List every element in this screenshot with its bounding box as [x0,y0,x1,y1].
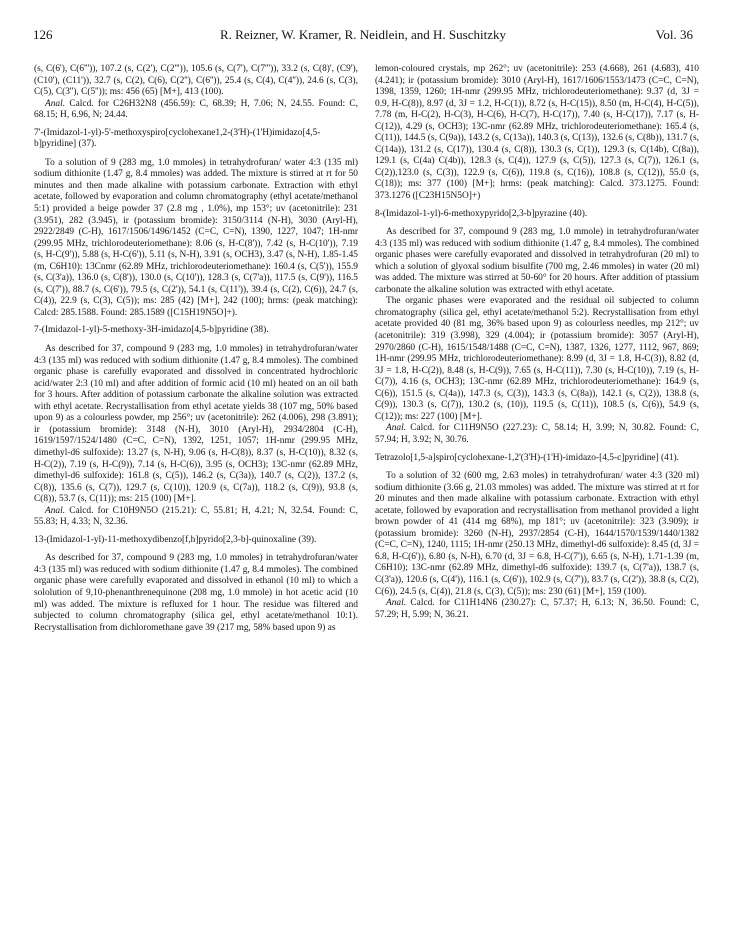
compound-38-analysis [34,506,358,529]
running-header [33,27,693,45]
compound-40-procedure: As described for 37, compound 9 (283 mg, 1.0 mmole) in tetrahydrofuran/water 4:3 (135 ml) was reduced with sodium dithionite (1.47 g, 8.4 mmoles). The combined organic phases were carefully evaporated and dissolved in tetrahydrofuran (20 ml) to which a solution of glyoxal sodium bisulfite (700 mg, 2.46 mmoles) in water (20 ml) was added. The mixture was stirred at 50-60° for 20 hours. After addition of ptassium carbonate the alkaline solution was extracted with ethyl acetate. [375,227,699,295]
analysis-text: Calcd. for C11H14N6 (230.27): C, 57.37; H, 6.13; N, 36.50. Found: C, 57.29; H, 5.99; N, 36.21. [375,598,700,620]
compound-38-title: 7-(Imidazol-1-yl)-5-methoxy-3H-imidazo[4,5-b]pyridine (38). [34,325,269,336]
analysis-label: Anal. [386,423,407,434]
analysis-label: Anal. [386,598,407,609]
analysis-text: Calcd. for C11H9N5O (227.23): C, 58.14; H, 3.99; N, 30.82. Found: C, 57.94; H, 3.92; N, 30.76. [375,423,699,445]
running-authors: R. Reizner, W. Kramer, R. Neidlein, and H. Suschitzky [220,27,506,42]
right-column [375,64,699,621]
continued-data-paragraph: (s, C(6'), C(6''')), 107.2 (s, C(2'), C(2''')), 105.6 (s, C(7'), C(7''')), 33.2 (s, C(8)', (C9'), (C10'), (C11')), 32.7 (s, C(2), C(6), C(2''), C(6'')), 25.4 (s, C(4), C(4'')), 24.6 (s, C(3), C(5), C(3''), C(5'')); ms: 456 (65) [M+], 413 (100). [34,64,358,98]
analysis-text: Calcd. for C10H9N5O (215.21): C, 55.81; H, 4.21; N, 32.54. Found: C, 55.83; H, 4.33; N, 32.36. [34,505,359,528]
compound-40-title: 8-(Imidazol-1-yl)-6-methoxypyrido[2,3-b]pyrazine (40). [375,208,588,219]
analysis-paragraph [34,99,358,122]
left-column [34,64,358,634]
compound-38-procedure: As described for 37, compound 9 (283 mg, 1.0 mmoles) in tetrahydrofuran/water 4:3 (135 ml) was reduced with sodium dithionite (1.47 g, 8.4 mmoles). The combined organic phase is carefully evaporated and dissolved in concentrated hydrochloric acid/water 2:3 (10 ml) and after addition of formic acid (10 ml) heated on an oil bath for 3 hours. After addition of potassium carbonate the alkaline solution was extracted with ethyl acetate. Recrystallisation from ethyl acetate yields 38 (107 mg, 50% based upon 9) as a colourless powder, mp 256°; uv (acetonitrile): 262 (4.006), 298 (3.891); ir (potassium bromide): 3148 (N-H), 3010 (Aryl-H), 2934/2804 (C-H), 1619/1597/1524/1480 (C=C, C=N), 1392, 1251, 1057; 1H-nmr (299.95 MHz, dimethyl-d6 sulfoxide): 13.27 (s, N-H), 9.06 (s, H-C(8)), 8.37 (s, H-C(10)), 8.32 (s, H-C(2)), 7.19 (s, H-C(9)), 7.14 (s, H-C(6)), 3.95 (s, OCH3); 13C-nmr (62.89 MHz, dimethyl-d6 sulfoxide): 161.8 (s, C(5)), 146.2 (s, C(3a)), 140.7 (s, C(2)), 137.2 (s, C(8)), 135.6 (s, C(7)), 129.7 (s, C(10)), 120.9 (s, C(7a)), 118.2 (s, C(9)), 93.8 (s, C(8)), 53.7 (s, C(11)); ms: 215 (100) [M+]. [34,344,358,505]
compound-40-workup: The organic phases were evaporated and the residual oil subjected to column chromatography (silica gel, ethyl acetate/methanol 5:2). Recrystallisation from ethyl acetate provided 40 (81 mg, 36% based upon 9) as colourless needles, mp 212°; uv (acetonitrile): 319 (3.998), 329 (4.004); ir (potassium bromide): 3057 (Aryl-H), 2970/2860 (C-H), 1615/1548/1488 (C=C, C=N), 1387, 1326, 1277, 1112, 967, 869; 1H-nmr (299.95 MHz, trichlorodeuteriomethane): 8.99 (d, 3J = 1.8, H-C(3)), 8.82 (d, 3J = 1.8, H-C(2)), 8.48 (s, H-C(9)), 7.65 (s, H-C(11)), 7.30 (s, H-C(10)), 7.19 (s, H-C(7)), 4.16 (s, OCH3); 13C-nmr (62.89 MHz, trichlorodeuteriomethane): 164.9 (s, C(6)), 151.5 (s, C(4a)), 147.3 (s, C(3)), 143.3 (s, C(8a)), 142.1 (s, C(2)), 138.8 (s, C(9)), 130.3 (s, C(7)), 130.2 (s, (10)), 119.5 (s, C(11)), 108.5 (s, C(6)), 54.9 (s, C(12)); ms: 227 (100) [M+]. [375,296,699,422]
compound-39-procedure-continued: lemon-coloured crystals, mp 262°; uv (acetonitrile): 253 (4.668), 261 (4.683), 410 (4.241); ir (potassium bromide): 3010 (Aryl-H), 1617/1606/1553/1473 (C=C, C=N), 1398, 1359, 1260; 1H-nmr (299.95 MHz, trichlorodeuteriomethane): 9.37 (d, 3J = 0.9, H-C(8)), 8.97 (d, 3J = 1.2, H-C(1)), 8.72 (s, H-C(15)), 8.50 (m, H-C(4), H-C(5)), 7.78 (m, H-C(2), H-C(3), H-C(6), H-C(7), H-C(17)), 7.40 (s, H-C(17)), 7.17 (s, H-C(12)), 4.29 (s, OCH3); 13C-nmr (62.89 MHz, trichlorodeuteriomethane): 165.4 (s, C(11)), 144.5 (s, C(9a)), 143.2 (s, C(13a)), 140.3 (s, C(13)), 132.6 (s, C(8b)), 131.7 (s, C(14a)), 131.2 (s, C(17)), 130.4 (s, C(8)), 130.3 (s, C(1)), 129.3 (s, C(14b), C(8a)), 129.1 (s, C(4a) C(4b)), 128.3 (s, C(4)), 127.9 (s, C(5)), 127.3 (s, C(7)), 126.1 (s, C(2)),123.0 (s, C(3)), 122.9 (s, C(6)), 119.8 (s, C(16)), 108.8 (s, C(12)), 55.0 (s, C(18)); ms: 377 (100) [M+]; hrms: (peak matching): Calcd. 373.1275. Found: 373.1276 ([C23H15N5O]+) [375,64,699,202]
compound-41-procedure: To a solution of 32 (600 mg, 2.63 moles) in tetrahydrofuran/ water 4:3 (320 ml) sodium dithionite (3.66 g, 21.03 mmoles) was added. The mixture was stirred at rt for 20 minutes and then made alkaline with potassium carbonate. Extraction with ethyl acetate, followed by evaporation and recrystallisation from methanol provided a light brown powder of 41 (414 mg 68%), mp 181°; uv (acetonitrile): 323 (3.909); ir (potassium bromide): 3260 (N-H), 2937/2854 (C-H), 1644/1570/1539/1440/1382 (C=C, C=N), 1240, 1115; 1H-nmr (250.13 MHz, dimethyl-d6 sulfoxide): 8.45 (d, 3J = 6.8, H-C(6')), 6.80 (s, N-H), 6.70 (d, 3J = 6.8, H-C(7')), 6.65 (s, N-H), 1.71-1.39 (m, C6H10); 13C-nmr (62.89 MHz, dimethyl-d6 sulfoxide): 139.7 (s, C(7'a)), 138.7 (s, C(3'a)), 120.6 (s, C(4')), 116.1 (s, C(6')), 102.9 (s, C(7')), 83.7 (s, C(2')), 38.8 (s, C(2), C(6)), 24.5 (s, C(4)), 21.8 (s, C(3), C(5)); ms: 230 (61) [M+], 159 (100). [375,471,699,597]
compound-39-title: 13-(Imidazol-1-yl)-11-methoxydibenzo[f,h]pyrido[2,3-b]-quinoxaline (39). [34,534,317,545]
page-number: 126 [33,27,53,42]
compound-37-title: 7'-(Imidazol-1-yl)-5'-methoxyspiro[cyclohexane1,2-(3'H)-(1'H)imidazo[4,5-b]pyridine] (37). [34,127,321,150]
analysis-label: Anal. [45,505,66,516]
compound-39-procedure: As described for 37, compound 9 (283 mg, 1.0 mmoles) in tetrahydrofuran/water 4:3 (135 ml) was reduced with sodium dithionite (1.47 g, 8.4 mmoles). The combined organic phase were carefully evaporated and dissolved in ethanol (10 ml) to which a sololution of 9,10-phenanthrenequinone (208 mg, 1.0 mmole) in hot acetic acid (10 ml) was added. The mixture is refluxed for 1 hour. The residue was filtered and subjected to column chromatography (silica gel, ethyl acetate/methanol 10:1). Recrystallisation from dichloromethane gave 39 (217 mg, 58% based upon 9) as [34,553,358,633]
compound-41-analysis [375,598,699,621]
volume-label: Vol. 36 [655,27,693,42]
analysis-text: Calcd. for C26H32N8 (456.59): C, 68.39; H, 7.06; N, 24.55. Found: C, 68.15; H, 6.96, N; 24.44. [34,98,358,121]
analysis-label: Anal. [45,98,66,109]
compound-40-analysis [375,423,699,446]
compound-37-procedure: To a solution of 9 (283 mg, 1.0 mmoles) in tetrahydrofuran/ water 4:3 (135 ml) sodium dithionite (1.47 g, 8.4 mmoles) was added. The mixture is stirred at rt for 50 minutes and then made alkaline with potassium carbonate. Extraction with ethyl acetate, followed by evaporation and column chromatography (ethyl acetate/methanol 5:1) provided a beige powder 37 (2.8 mg , 1.0%), mp 153°; uv (acetonitrile): 231 (3.951), 282 (3.945), ir (potassium bromide): 3150/3114 (N-H), 3030 (Aryl-H), 2922/2849 (C-H), 1617/1506/1496/1452 (C=C, C=N), 1390, 1227, 1047; 1H-nmr (299.95 MHz, trichlorodeuteriomethane): 8.06 (s, H-C(8')), 7.42 (s, H-C(10')), 7.19 (s, H-C(9')), 5.88 (s, H-C(6')), 5.11 (s, N-H), 3.91 (s, OCH3), 3.47 (s, N-H), 1.85-1.45 (m, C6H10): 13Cnmr (62.89 MHz, trichlorodeuteriomethane): 160.4 (s, C(5')), 155.9 (s, C(3'a)), 136.0 (s, C(8')), 130.0 (s, C(10')), 128.3 (s, C(7'a)), 117.5 (s, C(9')), 116.5 (s, C(7')), 88.7 (s, C(6')), 79.5 (s, C(2')), 54.1 (s, C(11')), 39.4 (s, C(2), C(6)), 24.7 (s, C(4)), 22.9 (s, C(3), C(5)); ms: 285 (42) [M+], 242 (100); hrms: (peak matching): Calcd: 285.1588. Found: 285.1589 ([C15H19N5O]+). [34,157,358,318]
compound-41-title: Tetrazolo[1,5-a]spiro[cyclohexane-1,2'(3'H)-(1'H)-imidazo-[4,5-c]pyridine] (41). [375,452,680,463]
